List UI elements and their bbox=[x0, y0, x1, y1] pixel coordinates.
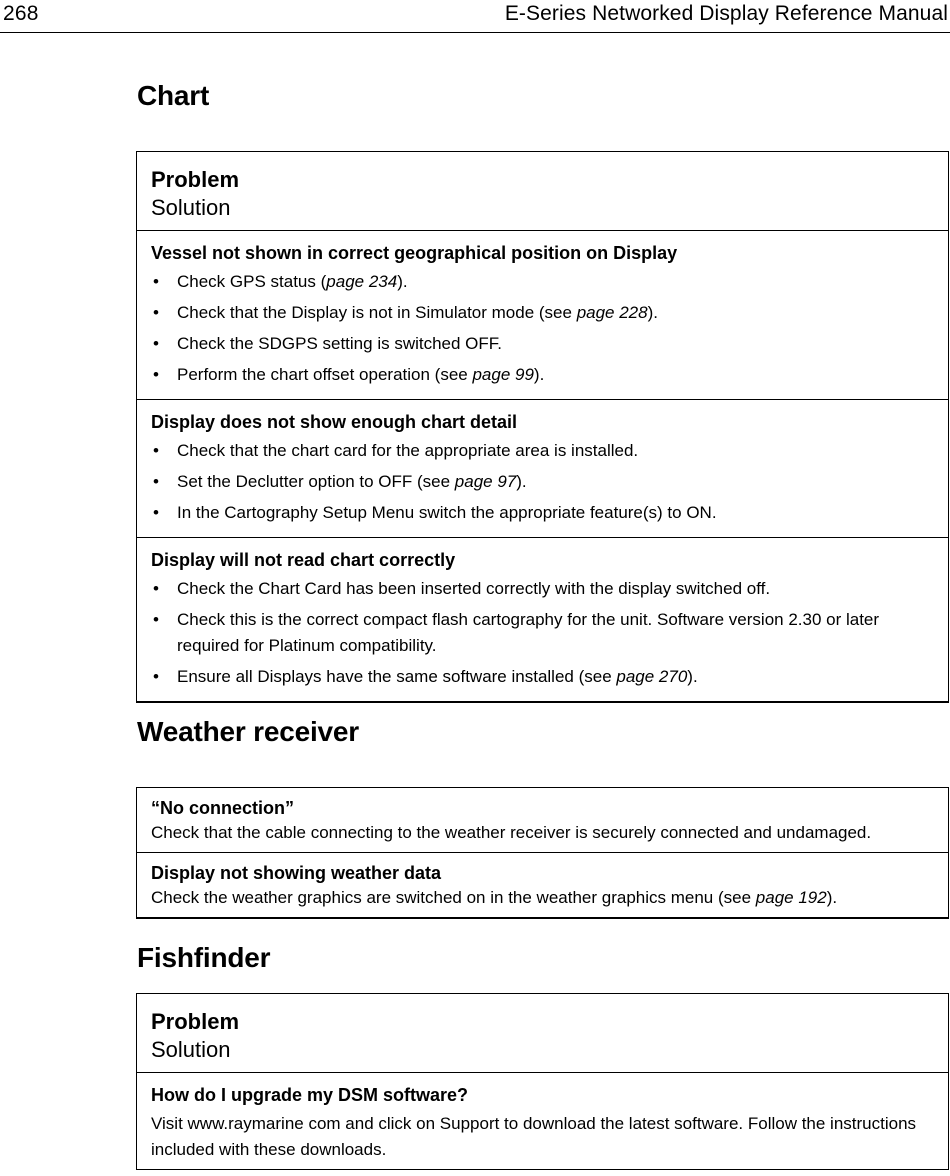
problem-title: Display will not read chart correctly bbox=[151, 550, 456, 570]
table-row bbox=[137, 399, 948, 537]
problem-title: How do I upgrade my DSM software? bbox=[151, 1085, 469, 1105]
list-item: • Set the Declutter option to OFF (see page 97). bbox=[153, 472, 527, 491]
list-item: • Check the Chart Card has been inserted correctly with the display switched off. bbox=[153, 579, 771, 598]
page-reference: page 270 bbox=[616, 667, 688, 686]
page-reference: page 228 bbox=[576, 303, 648, 322]
page-header bbox=[0, 0, 950, 33]
section-heading-chart: Chart bbox=[137, 80, 210, 111]
list-item: • Ensure all Displays have the same software installed (see page 270). bbox=[153, 667, 698, 686]
table-row bbox=[137, 230, 948, 399]
problem-title: Display does not show enough chart detail bbox=[151, 412, 518, 432]
problem-header: Problem bbox=[151, 167, 240, 192]
table-row bbox=[137, 852, 948, 917]
list-item: • Check that the chart card for the appropriate area is installed. bbox=[153, 441, 639, 460]
solution-text: Check that the cable connecting to the weather receiver is securely connected and undamaged. bbox=[151, 823, 872, 842]
solution-text: Visit www.raymarine com and click on Support to download the latest software. Follow the instructions included with these downloads. bbox=[151, 1114, 917, 1159]
table-header-row bbox=[137, 152, 948, 230]
solution-list bbox=[151, 438, 934, 526]
solution-list bbox=[151, 269, 934, 388]
solution-header: Solution bbox=[151, 1037, 231, 1062]
page-reference: page 234 bbox=[326, 272, 398, 291]
problem-title: Vessel not shown in correct geographical position on Display bbox=[151, 243, 678, 263]
table-row bbox=[137, 788, 948, 852]
problem-header: Problem bbox=[151, 1009, 240, 1034]
fishfinder-troubleshooting-table bbox=[136, 993, 949, 1170]
solution-text: Check the weather graphics are switched on in the weather graphics menu (see page 192). bbox=[151, 888, 838, 907]
table-row bbox=[137, 1072, 948, 1169]
page-reference: page 97 bbox=[454, 472, 517, 491]
solution-list bbox=[151, 576, 934, 690]
manual-title: E-Series Networked Display Reference Manual bbox=[504, 2, 948, 25]
list-item: • Perform the chart offset operation (see page 99). bbox=[153, 365, 545, 384]
table-header-row bbox=[137, 994, 948, 1072]
list-item: • Check GPS status (page 234). bbox=[153, 272, 408, 291]
table-row bbox=[137, 537, 948, 701]
chart-troubleshooting-table bbox=[136, 151, 949, 703]
section-heading-fishfinder: Fishfinder bbox=[137, 942, 271, 973]
page-reference: page 99 bbox=[472, 365, 534, 384]
weather-troubleshooting-table bbox=[136, 787, 949, 919]
problem-title: Display not showing weather data bbox=[151, 863, 442, 883]
solution-header: Solution bbox=[151, 195, 231, 220]
page-reference: page 192 bbox=[755, 888, 827, 907]
problem-title: “No connection” bbox=[151, 798, 294, 818]
list-item: • Check this is the correct compact flash cartography for the unit. Software version 2.30 or later required for Platinum compatibility. bbox=[153, 610, 880, 655]
section-heading-weather-receiver: Weather receiver bbox=[137, 716, 359, 747]
list-item: • Check the SDGPS setting is switched OFF. bbox=[153, 334, 503, 353]
list-item: • In the Cartography Setup Menu switch the appropriate feature(s) to ON. bbox=[153, 503, 717, 522]
list-item: • Check that the Display is not in Simulator mode (see page 228). bbox=[153, 303, 658, 322]
page-number: 268 bbox=[3, 2, 39, 25]
